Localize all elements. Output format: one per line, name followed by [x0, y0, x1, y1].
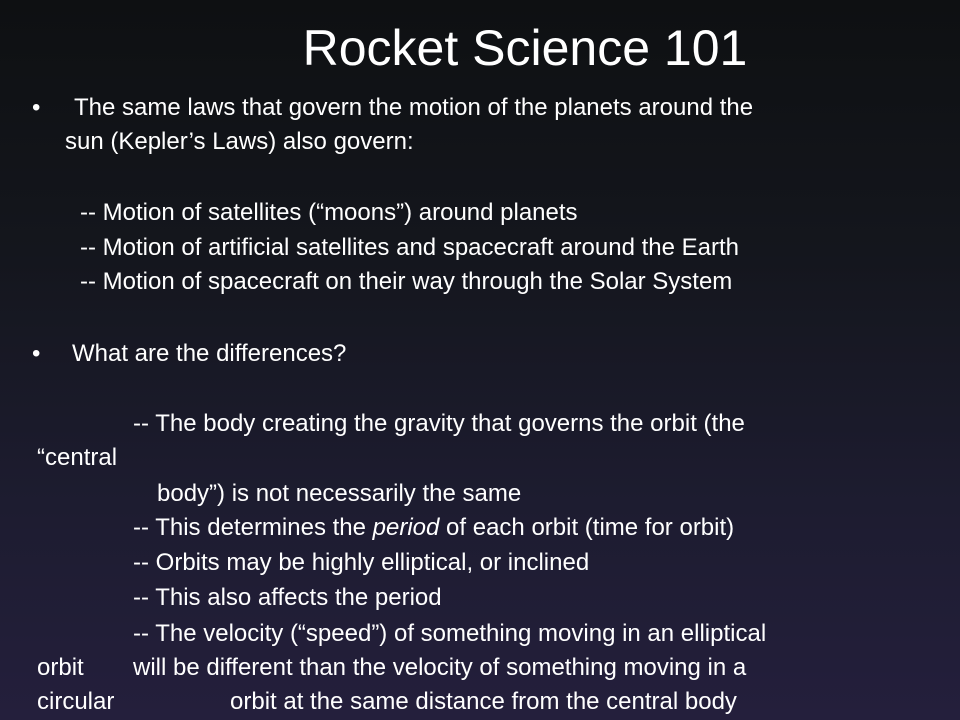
difference-5-line-2: will be different than the velocity of something moving in a: [133, 654, 747, 681]
difference-5-line-2-lead: orbit: [37, 654, 84, 681]
difference-1-line-3: body”) is not necessarily the same: [157, 480, 522, 507]
difference-4: -- This also affects the period: [133, 584, 442, 611]
difference-5-line-3-lead: circular: [37, 688, 115, 715]
bullet-2-dot: •: [32, 340, 41, 367]
difference-2-before: -- This determines the: [133, 514, 373, 541]
difference-1-line-1: -- The body creating the gravity that governs the orbit (the: [133, 410, 745, 437]
sub-item-artificial-satellites: -- Motion of artificial satellites and spacecraft around the Earth: [80, 234, 739, 261]
difference-2: [133, 513, 734, 543]
bullet-1-line-2: sun (Kepler’s Laws) also govern:: [65, 128, 414, 155]
difference-1-line-2: “central: [37, 444, 118, 471]
slide-title: Rocket Science 101: [302, 20, 748, 76]
sub-item-spacecraft: -- Motion of spacecraft on their way through the Solar System: [80, 268, 733, 295]
difference-2-after: of each orbit (time for orbit): [439, 514, 735, 541]
sub-item-satellites: -- Motion of satellites (“moons”) around planets: [80, 199, 578, 226]
difference-3: -- Orbits may be highly elliptical, or inclined: [133, 549, 590, 576]
difference-2-emphasis: period: [372, 514, 440, 541]
bullet-2-text: What are the differences?: [72, 340, 347, 367]
difference-5-line-1: -- The velocity (“speed”) of something moving in an elliptical: [133, 620, 767, 647]
bullet-1-line-1: The same laws that govern the motion of the planets around the: [74, 94, 754, 121]
difference-5-line-3: orbit at the same distance from the central body: [230, 688, 737, 715]
bullet-1-dot: •: [32, 94, 41, 121]
